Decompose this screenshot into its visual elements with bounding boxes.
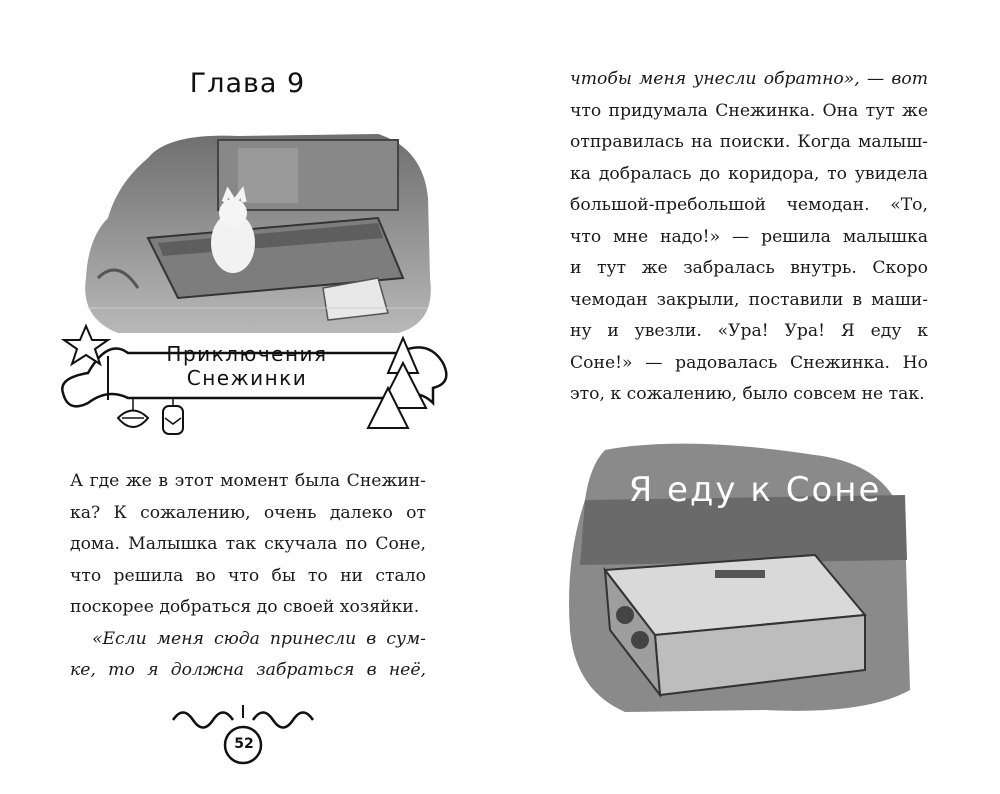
italic-quote: «Если меня сюда принесли в сум- bbox=[92, 628, 426, 649]
paragraph-line bbox=[70, 624, 426, 656]
paragraph-line: что придумала Снежинка. Она тут же bbox=[570, 100, 928, 121]
paragraph-line: и тут же забралась внутрь. Скоро bbox=[570, 258, 928, 278]
italic-quote: ке, то я должна забраться в неё, bbox=[70, 660, 426, 680]
paragraph-line: чемодан закрыли, поставили в маши- bbox=[570, 289, 928, 310]
paragraph-line: отправилась на поиски. Когда малыш- bbox=[570, 132, 928, 152]
paragraph-line: поскорее добраться до своей хозяйки. bbox=[70, 597, 420, 617]
right-body-text bbox=[570, 64, 928, 411]
paragraph-line: что мне надо!» — решила малышка bbox=[570, 226, 928, 247]
christmas-ornament-icon bbox=[118, 398, 148, 427]
paragraph-line: это, к сожалению, было совсем не так. bbox=[570, 384, 925, 404]
trunk-illustration bbox=[565, 440, 910, 720]
italic-quote: чтобы меня унесли обратно», — вот bbox=[570, 69, 928, 89]
illustration-caption: Я еду к Соне bbox=[628, 470, 882, 510]
left-body-text bbox=[70, 466, 426, 687]
paragraph-line: Соне!» — радовалась Снежинка. Но bbox=[570, 352, 928, 373]
page-number: 52 bbox=[234, 736, 254, 752]
swirl-ornament-icon bbox=[168, 700, 318, 770]
banner-text: Приключения Снежинки bbox=[166, 342, 328, 390]
paragraph-line: А где же в этот момент была Снежин- bbox=[70, 471, 426, 491]
paragraph-line: большой-пребольшой чемодан. «То, bbox=[570, 195, 928, 215]
paragraph-line: ка? К сожалению, очень далеко от bbox=[70, 502, 426, 523]
paragraph-line bbox=[70, 655, 426, 687]
chapter-title: Глава 9 bbox=[189, 68, 306, 99]
paragraph-line: что решила во что бы то ни стало bbox=[70, 565, 426, 586]
paragraph-line: ну и увезли. «Ура! Ура! Я еду к bbox=[570, 321, 928, 341]
suitcase-cat-illustration bbox=[78, 128, 438, 338]
paragraph-line: ка добралась до коридора, то увидела bbox=[570, 163, 928, 184]
paragraph-line bbox=[570, 64, 928, 96]
christmas-ornament-icon bbox=[163, 398, 183, 434]
paragraph-line: дома. Малышка так скучала по Соне, bbox=[70, 534, 426, 554]
